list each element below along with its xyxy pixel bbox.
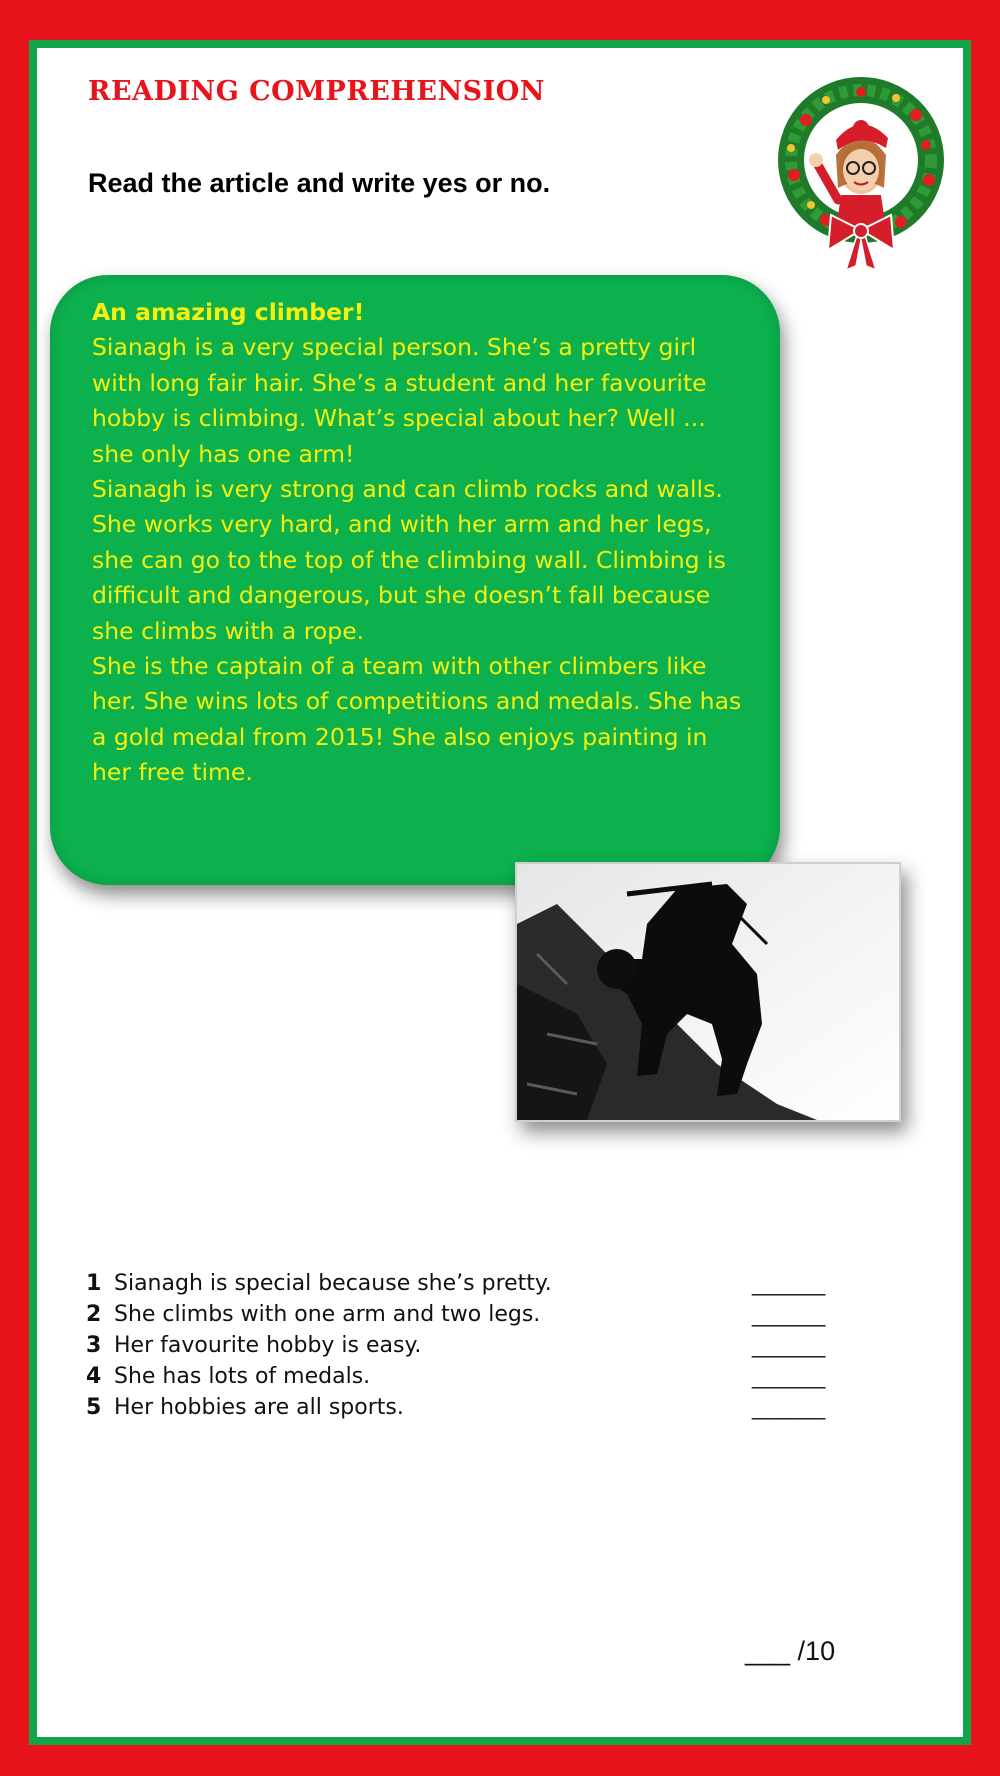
page-title: READING COMPREHENSION: [88, 76, 545, 107]
article-heading: An amazing climber!: [92, 298, 365, 326]
question-row: [86, 1299, 846, 1330]
question-text: Sianagh is special because she’s pretty.: [114, 1271, 552, 1296]
question-text: She climbs with one arm and two legs.: [114, 1302, 541, 1327]
answer-blank-4[interactable]: ______: [752, 1364, 826, 1389]
question-number: 4: [86, 1364, 102, 1389]
article-paragraph-2: Sianagh is very strong and can climb rocks and walls. She works very hard, and with her arm and her legs, she can go to the top of the climbing wall. Climbing is difficult and dangerous, but she doesn’t fall because she climbs with a rope.: [92, 475, 726, 645]
question-row: [86, 1330, 846, 1361]
questions-list: [86, 1268, 846, 1423]
answer-blank-2[interactable]: ______: [752, 1302, 826, 1327]
question-text: Her hobbies are all sports.: [114, 1395, 404, 1420]
article-paragraph-3: She is the captain of a team with other climbers like her. She wins lots of competitions and medals. She has a gold medal from 2015! She also enjoys painting in her free time.: [92, 652, 742, 787]
question-number: 3: [86, 1333, 102, 1358]
score-field: ___ /10: [745, 1636, 836, 1666]
article-text: [92, 295, 752, 791]
climber-photo: [515, 862, 901, 1122]
question-row: [86, 1268, 846, 1299]
christmas-wreath-avatar-icon: [766, 70, 956, 274]
answer-blank-5[interactable]: ______: [752, 1395, 826, 1420]
article-paragraph-1: Sianagh is a very special person. She’s a pretty girl with long fair hair. She’s a student and her favourite hobby is climbing. What’s special about her? Well ... she only has one arm!: [92, 333, 707, 468]
question-row: [86, 1361, 846, 1392]
question-number: 5: [86, 1395, 102, 1420]
question-number: 1: [86, 1271, 102, 1296]
question-row: [86, 1392, 846, 1423]
climber-silhouette: [517, 864, 899, 1120]
instruction-text: Read the article and write yes or no.: [88, 168, 551, 198]
question-text: Her favourite hobby is easy.: [114, 1333, 422, 1358]
answer-blank-1[interactable]: ______: [752, 1271, 826, 1296]
question-number: 2: [86, 1302, 102, 1327]
question-text: She has lots of medals.: [114, 1364, 371, 1389]
answer-blank-3[interactable]: ______: [752, 1333, 826, 1358]
